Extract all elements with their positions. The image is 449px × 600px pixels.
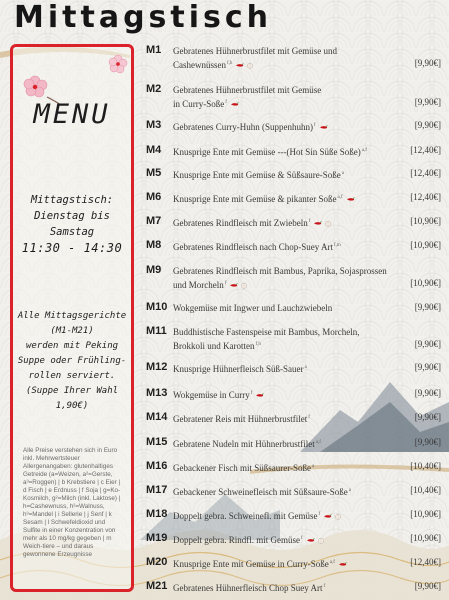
menu-item-price: [10,90€] xyxy=(410,240,441,250)
menu-item-code: M1 xyxy=(146,44,162,56)
menu-item-name-line: Knusprige Hühnerfleisch Süß-Sauer$^a$ xyxy=(173,364,307,374)
menu-item-name xyxy=(173,485,393,499)
menu-item-code: M15 xyxy=(146,436,168,448)
menu-item-price: [10,90€] xyxy=(410,533,441,543)
menu-item-name xyxy=(173,461,393,475)
menu-item-name xyxy=(173,557,393,571)
garlic-icon xyxy=(246,62,254,69)
menu-item-name-line: Knusprige Ente mit Gemüse in Curry-Soße$^{a,f}$ xyxy=(173,557,393,571)
chili-pepper-icon xyxy=(229,283,238,288)
menu-item-name-line: Cashewnüssen$^{f,h}$ xyxy=(173,58,393,72)
allergen-marker: f,h xyxy=(227,60,233,66)
soup-info xyxy=(17,309,127,414)
menu-item-name-line: Gebratenes Rindfleisch mit Zwiebeln$^f$ xyxy=(173,216,393,230)
menu-item-price: [9,90€] xyxy=(414,388,441,398)
menu-item-code: M3 xyxy=(146,119,162,131)
soup-info-line: (Suppe Ihrer Wahl xyxy=(25,386,119,396)
menu-item-price: [10,40€] xyxy=(410,485,441,495)
menu-item-name xyxy=(173,84,393,110)
allergen-marker: f xyxy=(225,99,227,105)
menu-item-name xyxy=(173,192,393,206)
menu-item-code: M14 xyxy=(146,411,168,423)
chili-pepper-icon xyxy=(338,562,347,567)
allergen-marker: f xyxy=(318,512,321,517)
menu-item-code: M17 xyxy=(146,484,168,496)
menu-item-name-line: Gebratenes Rindfleisch nach Chop-Suey Art$^{f,m}$ xyxy=(173,242,341,252)
menu-item-price: [12,40€] xyxy=(410,145,441,155)
menu-item-code: M18 xyxy=(146,508,168,520)
garlic-icon xyxy=(317,537,325,544)
allergen-marker: f xyxy=(250,391,253,396)
menu-item-price: [9,90€] xyxy=(414,338,441,349)
menu-item-price: [9,90€] xyxy=(414,581,441,591)
menu-item-name-line: Gebackener Fisch mit Süßsaurer-Soße$^a$ xyxy=(173,463,315,473)
menu-item-name-line: Knusprige Ente mit Gemüse ---(Hot Sin Süße Soße)$^{a,f}$ xyxy=(173,147,367,157)
soup-info-line: (M1-M21) xyxy=(50,326,94,336)
menu-item-price: [9,90€] xyxy=(414,412,441,422)
menu-item-name xyxy=(173,437,393,451)
menu-item-code: M8 xyxy=(146,239,162,251)
menu-item-name-line: Gebratenes Hühnerfleisch Chop Suey Art$^f$ xyxy=(173,583,326,593)
menu-item-price: [12,40€] xyxy=(410,557,441,567)
menu-item-price: [9,90€] xyxy=(414,302,441,312)
menu-item-price: [12,40€] xyxy=(410,192,441,202)
garlic-icon xyxy=(240,282,248,289)
allergen-footnote: Alle Preise verstehen sich in Euro inkl. Mehrwertsteuer Allergenangaben: glutenhaltiges Getreide (a=Weizen, a²=Gerste, a³=Roggen) | b Krebstiere | c Eier | d Fisch | e Erdnuss | f Soja | g=Ko-Kosmilch, g²=Milch (inkl. Laktose) | h=Cashewnuss, h²=Walnuss, h³=Mandel | i Sellerie | j Senf | k Sesam | l Schwefeldioxid und Sulfite in einer Konzentration von mehr als 10 mg/kg gegeben | m Weich-tiere – und daraus gewonnene Erzeugnisse xyxy=(23,447,121,558)
menu-item-code: M5 xyxy=(146,167,162,179)
menu-item-name xyxy=(173,388,393,402)
menu-item-code: M20 xyxy=(146,556,168,568)
menu-item-name-line: Doppelt gebra. Rindfl. mit Gemüse$^f$ xyxy=(173,533,393,547)
menu-item-code: M19 xyxy=(146,532,168,544)
menu-item-price: [12,40€] xyxy=(410,168,441,178)
garlic-icon xyxy=(334,513,342,520)
menu-item-name xyxy=(173,509,393,523)
menu-item-name xyxy=(173,145,393,159)
menu-item-code: M11 xyxy=(146,325,167,337)
menu-item-name xyxy=(173,581,393,595)
chili-pepper-icon xyxy=(306,538,315,543)
menu-heading: MENU xyxy=(33,99,111,130)
menu-item-name-line: Gebratenes Curry-Huhn (Suppenhuhn)$^f$ xyxy=(173,120,393,134)
menu-item-name-line: Gebratenes Rindfleisch mit Bambus, Paprika, Sojasprossen xyxy=(173,266,387,276)
menu-item-price: [9,90€] xyxy=(414,57,441,68)
menu-item-code: M16 xyxy=(146,460,168,472)
menu-item-name xyxy=(173,120,393,134)
menu-item-code: M21 xyxy=(146,580,168,592)
menu-item-code: M4 xyxy=(146,144,162,156)
allergen-marker: a,f xyxy=(337,195,343,200)
menu-item-name-line: Wokgemüse in Curry$^f$ xyxy=(173,388,393,402)
allergen-marker: f,m xyxy=(333,243,341,248)
allergen-marker: f,h xyxy=(255,341,261,347)
allergen-marker: f xyxy=(300,536,303,541)
menu-item-name-line: Gebratenes Hühnerbrustfilet mit Gemüse xyxy=(173,85,322,95)
allergen-marker: a xyxy=(348,488,351,493)
menu-item-price: [9,90€] xyxy=(414,96,441,107)
menu-item-price: [9,90€] xyxy=(414,437,441,447)
allergen-marker: a,f xyxy=(361,148,367,153)
allergen-marker: f xyxy=(323,584,326,589)
menu-item-name-line: Gebratenes Hühnerbrustfilet mit Gemüse und xyxy=(173,46,337,56)
cherry-blossom-icon xyxy=(103,51,133,77)
menu-item-name xyxy=(173,45,393,71)
menu-item-name-line: Gebratene Nudeln mit Hühnerbrustfilet$^{a,f}$ xyxy=(173,439,321,449)
soup-info-line: Suppe oder Frühling- xyxy=(17,356,127,366)
allergen-marker: a,f xyxy=(315,440,321,445)
menu-item-price: [9,90€] xyxy=(414,120,441,130)
menu-item-name xyxy=(173,302,393,315)
chili-pepper-icon xyxy=(319,125,328,130)
allergen-marker: a xyxy=(341,171,344,176)
menu-item-name-line: Knusprige Ente mit Gemüse & pikanter Soße$^{a,f}$ xyxy=(173,192,393,206)
menu-item-name-line: in Curry-Soße$^f$ xyxy=(173,97,393,111)
menu-item-code: M13 xyxy=(146,387,168,399)
allergen-marker: a,f xyxy=(329,560,335,565)
menu-item-name xyxy=(173,216,393,230)
chili-pepper-icon xyxy=(230,102,239,107)
menu-item-code: M9 xyxy=(146,264,162,276)
menu-item-price: [10,90€] xyxy=(410,509,441,519)
menu-item-name xyxy=(173,265,393,291)
menu-item-name-line: Buddhistische Fastenspeise mit Bambus, Morcheln, xyxy=(173,327,360,337)
menu-item-price: [10,40€] xyxy=(410,461,441,471)
menu-item-name-line: Gebackener Schweinefleisch mit Süßsaure-Soße$^a$ xyxy=(173,487,351,497)
menu-item-name-line: Wokgemüse mit Ingwer und Lauchzwiebeln xyxy=(173,303,333,313)
menu-item-price: [10,90€] xyxy=(410,216,441,226)
soup-info-line: 1,90€) xyxy=(55,401,89,411)
allergen-marker: f xyxy=(313,123,316,128)
allergen-marker: a xyxy=(304,365,307,370)
menu-item-name-line: Brokkoli und Karotten$^{f,h}$ xyxy=(173,340,261,351)
soup-info-line: werden mit Peking xyxy=(25,341,119,351)
hours-time: 11:30 - 14:30 xyxy=(21,241,123,255)
chili-pepper-icon xyxy=(235,63,244,68)
chili-pepper-icon xyxy=(346,197,355,202)
soup-info-line: Alle Mittagsgerichte xyxy=(17,311,127,321)
menu-item-name-line: Knusprige Ente mit Gemüse & Süßsaure-Soße$^a$ xyxy=(173,170,344,180)
chili-pepper-icon xyxy=(255,393,264,398)
allergen-marker: f xyxy=(308,219,311,224)
chili-pepper-icon xyxy=(313,221,322,226)
menu-sidebar xyxy=(10,44,134,592)
menu-item-code: M7 xyxy=(146,215,162,227)
chili-pepper-icon xyxy=(323,514,332,519)
menu-item-name xyxy=(173,362,393,376)
menu-item-name xyxy=(173,326,393,352)
menu-item-name xyxy=(173,240,393,254)
menu-item-code: M2 xyxy=(146,83,162,95)
allergen-marker: f xyxy=(224,280,227,286)
allergen-marker: a xyxy=(312,464,315,469)
hours-days: Dienstag bis Samstag xyxy=(34,210,110,238)
menu-item-code: M10 xyxy=(146,301,168,313)
menu-item-price: [9,90€] xyxy=(414,362,441,372)
menu-item-name-line: Doppelt gebra. Schweinefl. mit Gemüse$^f$ xyxy=(173,509,393,523)
menu-item-name xyxy=(173,412,393,426)
menu-item-name xyxy=(173,168,393,182)
menu-item-name xyxy=(173,533,393,547)
menu-item-name-line: und Morcheln$^f$ xyxy=(173,278,393,292)
menu-item-price: [10,90€] xyxy=(410,277,441,288)
garlic-icon xyxy=(324,220,332,227)
soup-info-line: rollen serviert. xyxy=(28,371,116,381)
allergen-marker: f xyxy=(308,415,310,420)
page-title: Mittagstisch xyxy=(14,0,273,35)
menu-item-code: M12 xyxy=(146,361,168,373)
opening-hours xyxy=(13,192,131,256)
menu-item-name-line: Gebratener Reis mit Hühnerbrustfilet$^f$ xyxy=(173,414,310,424)
hours-label: Mittagstisch: xyxy=(30,194,114,206)
menu-item-code: M6 xyxy=(146,191,162,203)
